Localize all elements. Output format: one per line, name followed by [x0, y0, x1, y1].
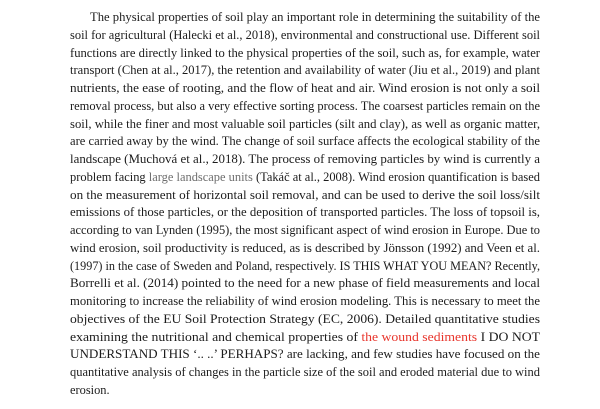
text-line — [70, 151, 540, 169]
text-line-content — [70, 204, 540, 222]
text-segment: nutrients, the ease of rooting, and the flow of heat and air. Wind erosion is not only a soil — [70, 81, 540, 95]
text-line-content — [70, 151, 540, 169]
text-segment: (Takáč at al., 2008). Wind erosion quantification is based — [252, 169, 540, 184]
text-line — [70, 293, 540, 311]
text-line — [70, 364, 540, 382]
text-line — [70, 204, 540, 222]
text-line — [70, 187, 540, 205]
text-line-content — [70, 258, 540, 276]
text-line — [70, 169, 540, 187]
text-segment: The physical properties of soil play an important role in determining the suitability of the — [90, 10, 540, 24]
text-segment: are carried away by the wind. The change of soil surface affects the ecological stability of the — [70, 134, 540, 149]
text-line — [70, 62, 540, 80]
text-line — [70, 222, 540, 240]
text-segment: quantitative analysis of changes in the particle size of the soil and eroded material due to wind — [70, 365, 540, 379]
gray-phrase-text: large landscape units — [148, 169, 253, 184]
text-segment: (1997) in the case of Sweden and Poland, respectively. IS THIS WHAT YOU MEAN? Recently, — [70, 258, 540, 273]
text-segment: I DO NOT — [477, 329, 540, 344]
text-line-content — [70, 62, 540, 80]
red-review-text: the wound sediments — [361, 329, 478, 344]
text-line-content — [70, 45, 540, 63]
text-segment: emissions of those particles, or the deposition of transported particles. The loss of topsoil is, — [70, 205, 540, 220]
text-segment: UNDERSTAND THIS ‘.. ..’ PERHAPS? are lacking, and few studies have focused on the — [70, 347, 540, 362]
text-line-content — [70, 222, 540, 240]
text-segment: landscape (Muchová et al., 2018). The process of removing particles by wind is currently a — [70, 152, 540, 166]
text-segment: problem facing — [70, 169, 149, 184]
text-line — [70, 27, 540, 45]
text-segment: examining the nutritional and chemical properties of — [70, 329, 362, 344]
text-line — [70, 258, 540, 276]
text-line-content — [70, 364, 540, 382]
text-line — [70, 45, 540, 63]
text-line-content — [70, 116, 540, 134]
text-line-content — [70, 293, 540, 311]
text-segment: monitoring to increase the reliability of wind erosion modeling. This is necessary to meet the — [70, 294, 540, 308]
text-line-content — [70, 240, 540, 258]
text-line — [70, 382, 540, 400]
text-line — [70, 98, 540, 116]
text-segment: soil, while the finer and most valuable soil particles (silt and clay), as well as organic matter, — [70, 116, 540, 131]
text-line-content — [70, 382, 110, 400]
text-line-content — [70, 169, 540, 187]
text-line-content — [70, 133, 540, 151]
text-line-content — [70, 275, 540, 293]
text-line-content — [70, 27, 540, 45]
text-segment: transport (Chen at al., 2017), the retention and availability of water (Jiu et al., 2019) and plant — [70, 63, 540, 78]
text-segment: functions are directly linked to the physical properties of the soil, such as, for example, water — [70, 45, 540, 60]
text-line — [70, 329, 540, 347]
text-line — [70, 133, 540, 151]
text-line — [70, 80, 540, 98]
text-line — [70, 311, 540, 329]
text-line — [70, 9, 540, 27]
text-segment: erosion. — [70, 382, 110, 397]
text-line-content — [70, 98, 540, 116]
text-line-content — [70, 346, 540, 364]
text-line — [70, 275, 540, 293]
text-segment: according to van Lynden (1995), the most significant aspect of wind erosion in Europe. Due to — [70, 223, 540, 237]
text-line — [70, 116, 540, 134]
text-line-content — [90, 9, 540, 27]
text-segment: removal process, but also a very effective sorting process. The coarsest particles remain on the — [70, 98, 540, 113]
text-line — [70, 240, 540, 258]
text-segment: objectives of the EU Soil Protection Strategy (EC, 2006). Detailed quantitative studies — [70, 311, 540, 326]
text-segment: on the measurement of horizontal soil removal, and can be used to derive the soil loss/silt — [70, 187, 540, 202]
text-line-content — [70, 329, 540, 347]
text-line-content — [70, 311, 540, 329]
text-segment: soil for agricultural (Halecki et al., 2018), environmental and constructional use. Different soil — [70, 27, 540, 42]
text-line-content — [70, 187, 540, 205]
text-line — [70, 346, 540, 364]
paragraph — [70, 9, 540, 400]
text-line-content — [70, 80, 540, 98]
text-segment: wind erosion, soil productivity is reduced, as is described by Jönsson (1992) and Veen et al. — [70, 240, 540, 255]
text-segment: Borrelli et al. (2014) pointed to the need for a new phase of field measurements and local — [70, 276, 540, 291]
